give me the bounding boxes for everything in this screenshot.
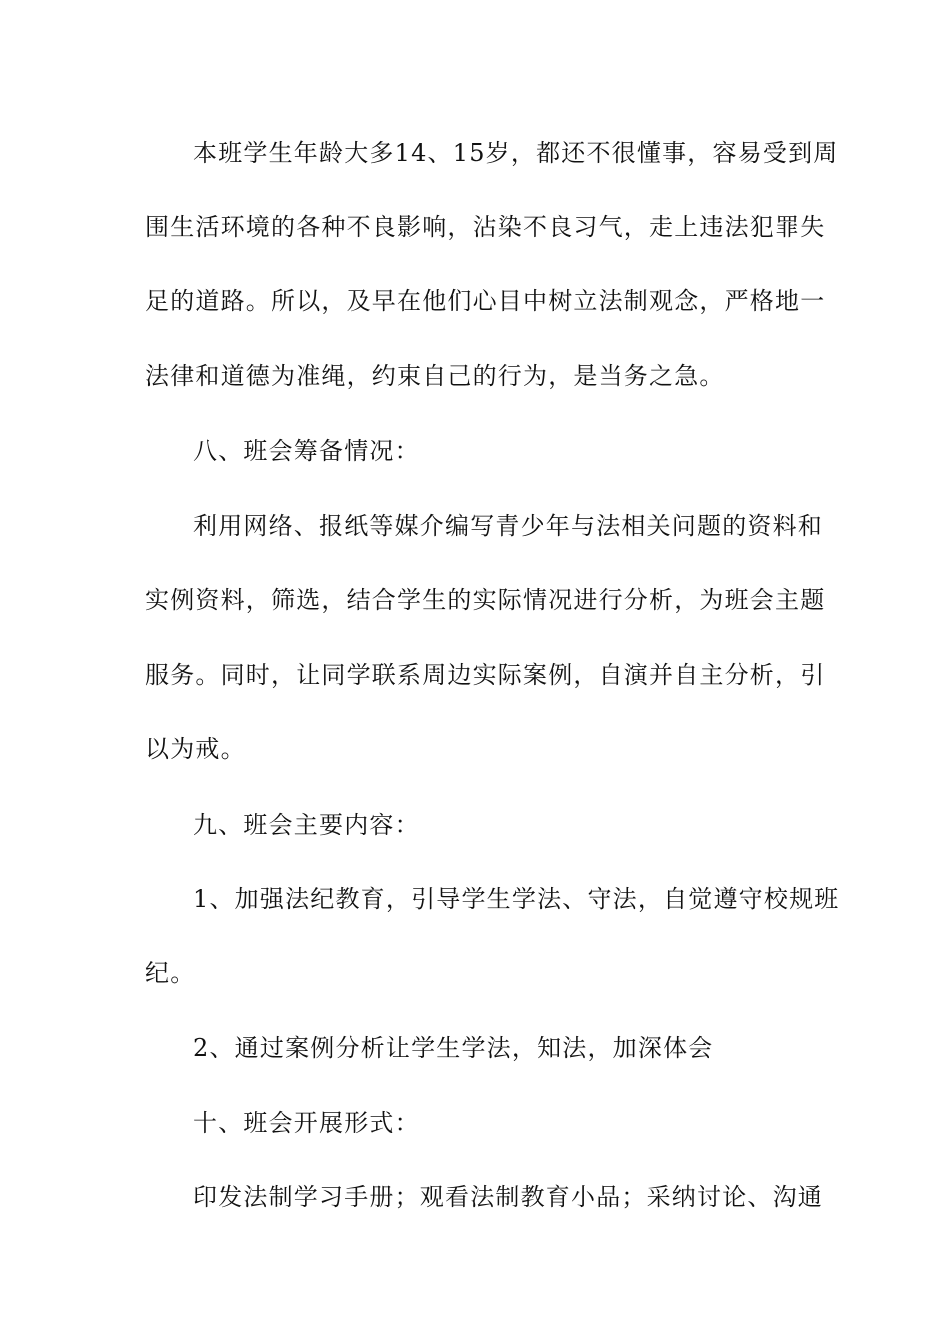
list-item-continuation: 纪。	[145, 959, 196, 987]
paragraph-line: 服务。同时，让同学联系周边实际案例，自演并自主分析，引	[145, 661, 826, 689]
paragraph-line: 以为戒。	[145, 735, 246, 763]
section-heading: 八、班会筹备情况：	[193, 437, 420, 465]
paragraph-line: 本班学生年龄大多14、15岁，都还不很懂事，容易受到周	[193, 139, 839, 167]
list-item: 2、通过案例分析让学生学法，知法，加深体会	[193, 1034, 714, 1062]
paragraph-line: 利用网络、报纸等媒介编写青少年与法相关问题的资料和	[193, 512, 823, 540]
paragraph-line: 法律和道德为准绳，约束自己的行为，是当务之急。	[145, 362, 725, 390]
paragraph-line: 围生活环境的各种不良影响，沾染不良习气，走上违法犯罪失	[145, 213, 826, 241]
list-item: 1、加强法纪教育，引导学生学法、守法，自觉遵守校规班	[193, 885, 840, 913]
section-heading: 九、班会主要内容：	[193, 811, 420, 839]
paragraph-line: 足的道路。所以，及早在他们心目中树立法制观念，严格地一	[145, 287, 826, 315]
section-heading: 十、班会开展形式：	[193, 1109, 420, 1137]
paragraph-line: 实例资料，筛选，结合学生的实际情况进行分析，为班会主题	[145, 586, 826, 614]
paragraph-line: 印发法制学习手册；观看法制教育小品；采纳讨论、沟通	[193, 1183, 823, 1211]
